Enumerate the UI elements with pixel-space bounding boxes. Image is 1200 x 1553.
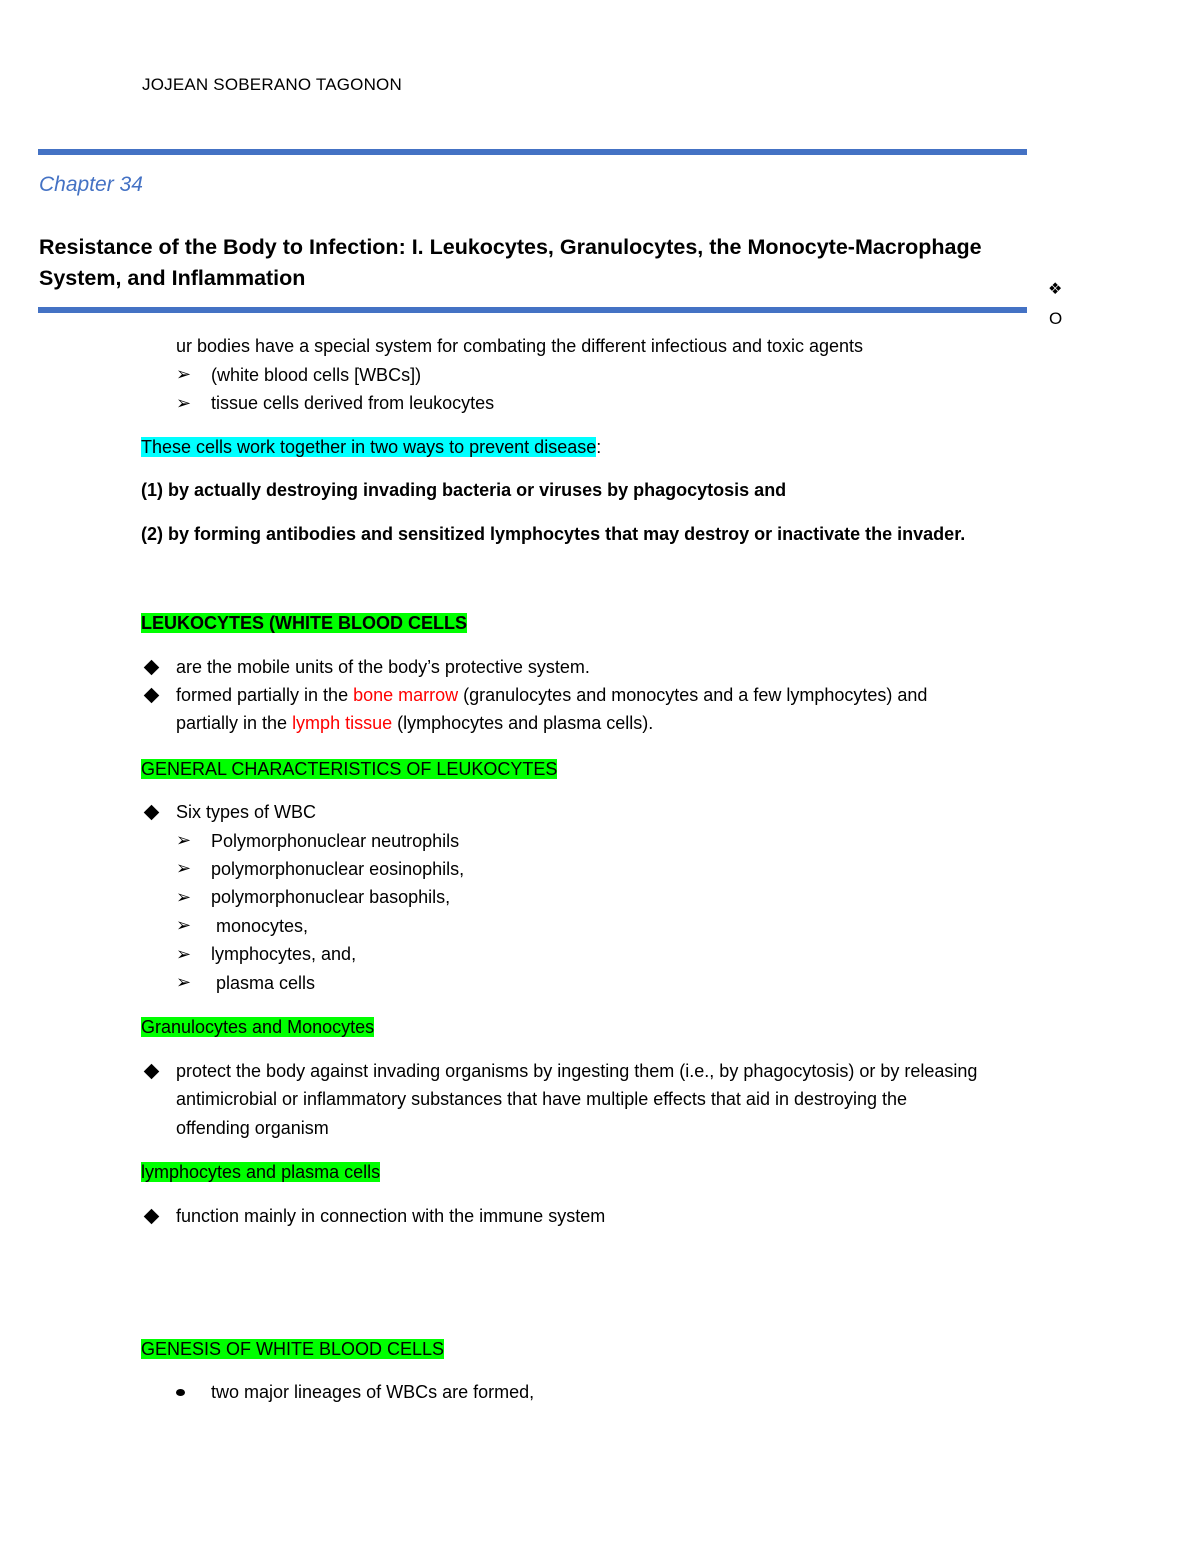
leukocytes-heading [141,613,467,634]
side-letter: O [1049,309,1063,328]
bone-marrow-term: bone marrow [353,685,459,705]
arrow-bullet-icon: ➢ [176,830,192,850]
genesis-heading-text: GENESIS OF WHITE BLOOD CELLS [141,1339,445,1359]
granulocytes-heading-text: Granulocytes and Monocytes [141,1017,375,1037]
granulocytes-line: offending organism [176,1118,329,1138]
way-1: (1) by actually destroying invading bacteria or viruses by phagocytosis and [141,480,787,500]
text-run: (lymphocytes and plasma cells). [392,713,654,733]
intro-line: ur bodies have a special system for combating the different infectious and toxic agents [176,336,864,356]
arrow-bullet-icon: ➢ [176,972,192,992]
arrow-bullet-icon: ➢ [176,887,192,907]
wbc-type: plasma cells [211,973,316,993]
arrow-bullet-icon: ➢ [176,944,192,964]
granulocytes-line: antimicrobial or inflammatory substances that have multiple effects that aid in destroying the [176,1089,908,1109]
wbc-type: monocytes, [211,916,309,936]
text-run: partially in the [176,713,293,733]
document-title: Resistance of the Body to Infection: I. Leukocytes, Granulocytes, the Monocyte-Macrophage System, and Inflammation [39,235,982,290]
way-2: (2) by forming antibodies and sensitized lymphocytes that may destroy or inactivate the invader. [141,524,966,544]
lymphocytes-bullet-1: function mainly in connection with the immune system [176,1206,606,1226]
leukocytes-bullet-2 [176,685,927,706]
intro-item: (white blood cells [WBCs]) [211,365,422,385]
general-heading-text: GENERAL CHARACTERISTICS OF LEUKOCYTES [141,759,558,779]
ways-heading-tail: : [596,437,602,457]
diamond-bullet-icon [144,688,160,704]
granulocytes-line: protect the body against invading organisms by ingesting them (i.e., by phagocytosis) or by releasing [176,1061,978,1081]
arrow-bullet-icon: ➢ [176,915,192,935]
wbc-type: polymorphonuclear basophils, [211,887,451,907]
granulocytes-heading [141,1017,374,1038]
leukocytes-bullet-1: are the mobile units of the body’s protective system. [176,657,590,677]
intro-item: tissue cells derived from leukocytes [211,393,495,413]
arrow-bullet-icon: ➢ [176,364,192,384]
dot-bullet-icon [176,1389,185,1396]
lymphocytes-heading-text: lymphocytes and plasma cells [141,1162,381,1182]
diamond-glyph-icon: ❖ [1048,281,1063,298]
leukocytes-bullet-2-cont [176,713,653,734]
wbc-type: polymorphonuclear eosinophils, [211,859,465,879]
diamond-bullet-icon [144,805,160,821]
bottom-rule [38,307,1027,313]
wbc-type: Polymorphonuclear neutrophils [211,831,460,851]
diamond-bullet-icon [144,1209,160,1225]
diamond-bullet-icon [144,1064,160,1080]
text-run: formed partially in the [176,685,354,705]
genesis-bullet-1: two major lineages of WBCs are formed, [211,1382,535,1402]
general-heading [141,759,557,780]
ways-heading-highlight: These cells work together in two ways to prevent disease [141,437,597,457]
general-bullet-1: Six types of WBC [176,802,317,822]
top-rule [38,149,1027,155]
lymph-tissue-term: lymph tissue [292,713,393,733]
genesis-heading [141,1339,444,1360]
author-header: JOJEAN SOBERANO TAGONON [142,75,402,94]
leukocytes-heading-text: LEUKOCYTES (WHITE BLOOD CELLS [141,613,467,633]
wbc-type: lymphocytes, and, [211,944,357,964]
arrow-bullet-icon: ➢ [176,858,192,878]
lymphocytes-heading [141,1162,380,1183]
text-run: (granulocytes and monocytes and a few lymphocytes) and [458,685,928,705]
ways-heading [141,437,601,458]
diamond-bullet-icon [144,660,160,676]
chapter-label: Chapter 34 [39,173,143,196]
arrow-bullet-icon: ➢ [176,393,192,413]
